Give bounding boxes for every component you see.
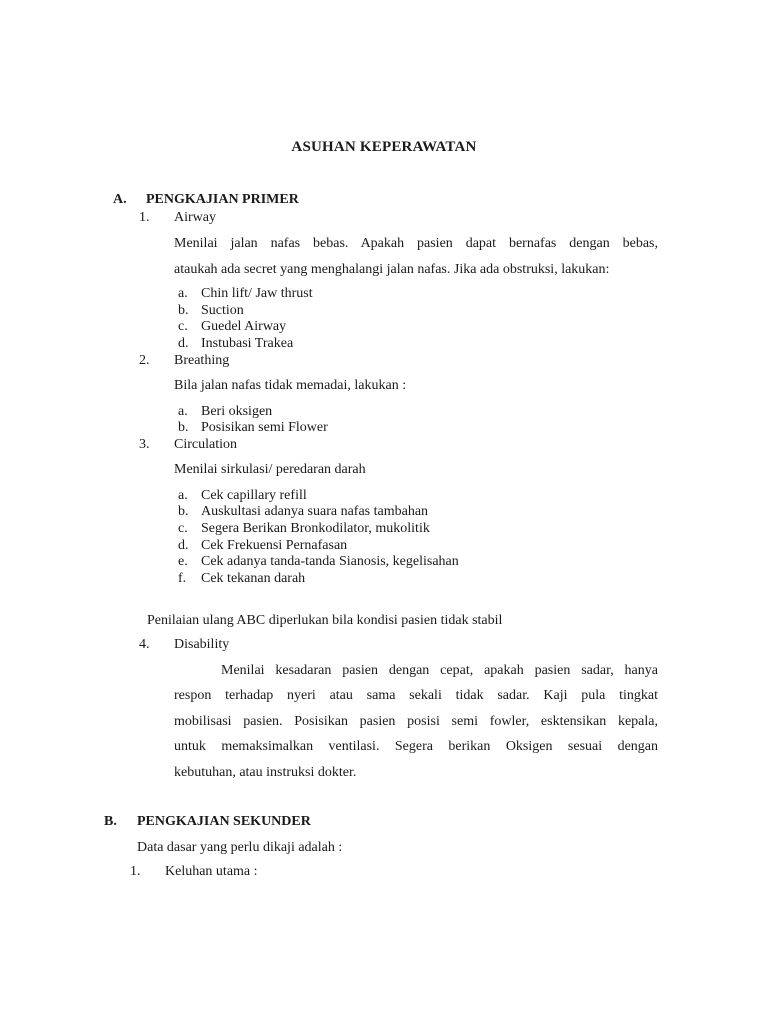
breathing-sub-letter: a. (178, 404, 188, 419)
circulation-sub-text: Cek Frekuensi Pernafasan (201, 538, 348, 553)
section-a-letter: A. (113, 192, 127, 207)
airway-paragraph-line-2: ataukah ada secret yang menghalangi jalan nafas. Jika ada obstruksi, lakukan: (174, 262, 610, 277)
circulation-sub-letter: b. (178, 504, 189, 519)
item-2-label: Breathing (174, 353, 230, 368)
item-4-number: 4. (139, 637, 150, 652)
section-b-item-1-number: 1. (130, 864, 141, 879)
section-b-letter: B. (104, 814, 117, 829)
circulation-sub-letter: c. (178, 521, 188, 536)
disability-paragraph-line-2: respon terhadap nyeri atau sama sekali tidak sadar. Kaji pula tingkat (174, 688, 658, 703)
airway-sub-letter: a. (178, 286, 188, 301)
circulation-sub-text: Cek adanya tanda-tanda Sianosis, kegelisahan (201, 554, 459, 569)
circulation-sub-letter: a. (178, 488, 188, 503)
airway-sub-text: Instubasi Trakea (201, 336, 294, 351)
breathing-paragraph: Bila jalan nafas tidak memadai, lakukan : (174, 378, 407, 393)
breathing-sub-letter: b. (178, 420, 189, 435)
reassessment-note: Penilaian ulang ABC diperlukan bila kondisi pasien tidak stabil (147, 613, 503, 628)
item-1-label: Airway (174, 210, 216, 225)
item-2-number: 2. (139, 353, 150, 368)
circulation-sub-text: Segera Berikan Bronkodilator, mukolitik (201, 521, 430, 536)
document-title: ASUHAN KEPERAWATAN (291, 139, 477, 155)
disability-paragraph-line-4: untuk memaksimalkan ventilasi. Segera berikan Oksigen sesuai dengan (174, 739, 658, 754)
disability-paragraph-line-1: Menilai kesadaran pasien dengan cepat, apakah pasien sadar, hanya (221, 663, 658, 678)
disability-paragraph-line-5: kebutuhan, atau instruksi dokter. (174, 765, 357, 780)
circulation-sub-letter: e. (178, 554, 188, 569)
section-a-heading: PENGKAJIAN PRIMER (146, 192, 299, 207)
circulation-paragraph: Menilai sirkulasi/ peredaran darah (174, 462, 366, 477)
circulation-sub-text: Cek capillary refill (201, 488, 307, 503)
section-b-heading: PENGKAJIAN SEKUNDER (137, 814, 311, 829)
circulation-sub-text: Auskultasi adanya suara nafas tambahan (201, 504, 429, 519)
airway-sub-letter: d. (178, 336, 189, 351)
item-1-number: 1. (139, 210, 150, 225)
circulation-sub-letter: d. (178, 538, 189, 553)
airway-sub-letter: c. (178, 319, 188, 334)
airway-sub-text: Suction (201, 303, 244, 318)
airway-sub-text: Chin lift/ Jaw thrust (201, 286, 313, 301)
item-3-number: 3. (139, 437, 150, 452)
breathing-sub-text: Posisikan semi Flower (201, 420, 328, 435)
airway-sub-text: Guedel Airway (201, 319, 287, 334)
section-b-intro: Data dasar yang perlu dikaji adalah : (137, 840, 343, 855)
item-3-label: Circulation (174, 437, 237, 452)
circulation-sub-text: Cek tekanan darah (201, 571, 306, 586)
airway-sub-letter: b. (178, 303, 189, 318)
breathing-sub-text: Beri oksigen (201, 404, 273, 419)
section-b-item-1-label: Keluhan utama : (165, 864, 258, 879)
item-4-label: Disability (174, 637, 230, 652)
disability-paragraph-line-3: mobilisasi pasien. Posisikan pasien posisi semi fowler, esktensikan kepala, (174, 714, 658, 729)
airway-paragraph-line-1: Menilai jalan nafas bebas. Apakah pasien dapat bernafas dengan bebas, (174, 236, 658, 251)
circulation-sub-letter: f. (178, 571, 187, 586)
